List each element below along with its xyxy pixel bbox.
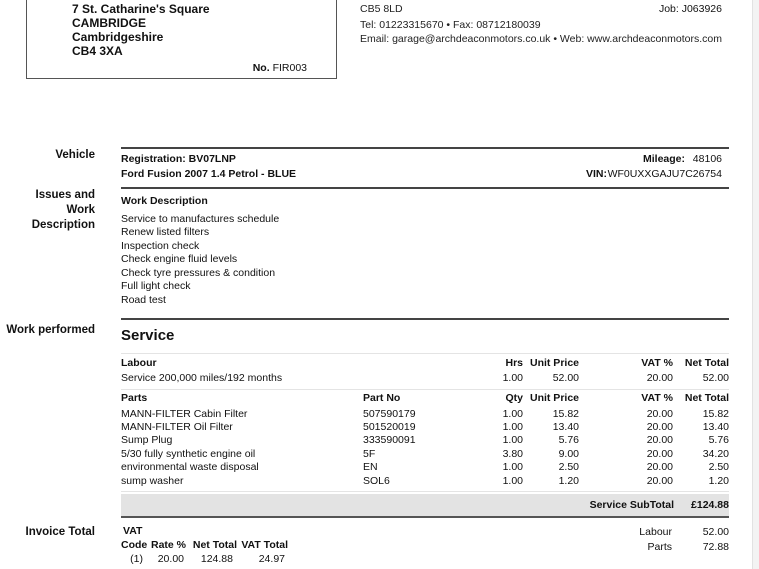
section-label-work-performed: Work performed [6,324,95,336]
parts-header-row [121,392,729,405]
part-net: 15.82 [702,408,729,420]
work-description-item: Inspection check [121,240,200,252]
mileage-value: 48106 [692,153,722,165]
part-vat: 20.00 [646,461,673,473]
labour-row [121,372,729,385]
divider [121,318,729,320]
customer-address-line: CAMBRIDGE [72,16,146,30]
mileage-label: Mileage: [642,153,685,165]
labour-header-hrs: Hrs [505,357,523,369]
customer-address-box [26,0,337,79]
vehicle-description: Ford Fusion 2007 1.4 Petrol - BLUE [121,168,297,180]
work-description-item: Renew listed filters [121,226,210,238]
customer-address-line: Cambridgeshire [72,30,164,44]
part-vat: 20.00 [646,421,673,433]
part-desc: 5/30 fully synthetic engine oil [121,448,256,460]
labour-header-vat: VAT % [641,357,673,369]
part-unit-price: 5.76 [558,434,579,446]
parts-header-name: Parts [121,392,148,404]
garage-postcode: CB5 8LD [360,3,403,15]
garage-email-web: Email: garage@archdeaconmotors.co.uk • Web: www.archdeaconmotors.com [360,33,722,45]
parts-header-unit-price: Unit Price [529,392,579,404]
part-qty: 1.00 [502,475,523,487]
divider [121,353,729,354]
vin-label: VIN: [586,168,607,180]
parts-row [121,461,729,474]
total-labour-label: Labour [639,526,672,538]
total-parts-label: Parts [647,541,672,553]
part-desc: sump washer [121,475,184,487]
parts-row [121,434,729,447]
parts-row [121,448,729,461]
part-unit-price: 9.00 [558,448,579,460]
part-net: 5.76 [708,434,729,446]
part-unit-price: 1.20 [558,475,579,487]
parts-row [121,408,729,421]
part-qty: 3.80 [502,448,523,460]
vat-header-code: Code [121,539,148,551]
invoice-number [253,62,307,74]
total-parts-value: 72.88 [702,541,729,553]
part-no: 501520019 [363,421,416,433]
divider [121,491,729,492]
work-description-item: Check tyre pressures & condition [121,267,276,279]
part-unit-price: 15.82 [552,408,579,420]
vat-header-net: Net Total [192,539,237,551]
part-desc: MANN-FILTER Cabin Filter [121,408,248,420]
part-desc: Sump Plug [121,434,173,446]
divider [121,147,729,149]
part-vat: 20.00 [646,408,673,420]
total-labour-value: 52.00 [702,526,729,538]
vin-value: WF0UXXGAJU7C26754 [607,168,722,180]
part-no: 507590179 [363,408,416,420]
part-qty: 1.00 [502,421,523,433]
labour-header-name: Labour [121,357,157,369]
labour-hrs: 1.00 [502,372,523,384]
page-edge [752,0,759,569]
part-vat: 20.00 [646,475,673,487]
part-unit-price: 13.40 [552,421,579,433]
customer-address-line: CB4 3XA [72,44,123,58]
section-label-vehicle: Vehicle [55,149,95,161]
garage-contact: Tel: 01223315670 • Fax: 08712180039 [360,19,541,31]
part-net: 13.40 [702,421,729,433]
work-description-item: Check engine fluid levels [121,253,238,265]
part-no: 5F [363,448,376,460]
part-qty: 1.00 [502,408,523,420]
vat-row-vat: 24.97 [258,553,285,565]
divider [121,389,729,390]
part-unit-price: 2.50 [558,461,579,473]
part-net: 2.50 [708,461,729,473]
divider [121,187,729,189]
part-vat: 20.00 [646,434,673,446]
labour-desc: Service 200,000 miles/192 months [121,372,283,384]
labour-net: 52.00 [702,372,729,384]
service-subtotal-label: Service SubTotal [589,499,674,511]
parts-header-vat: VAT % [641,392,673,404]
section-label-invoice-total: Invoice Total [25,526,95,538]
part-net: 1.20 [708,475,729,487]
work-description-heading: Work Description [121,195,208,207]
vat-row-code: (1) [130,553,143,565]
part-desc: environmental waste disposal [121,461,259,473]
invoice-number-label: No. [252,62,270,74]
parts-header-qty: Qty [505,392,523,404]
vehicle-registration: Registration: BV07LNP [121,153,236,165]
invoice-number-value: FIR003 [272,62,307,74]
parts-row [121,421,729,434]
service-subtotal-value: £124.88 [691,499,729,511]
part-qty: 1.00 [502,434,523,446]
work-description-item: Road test [121,294,166,306]
vat-row-net: 124.88 [200,553,233,565]
part-qty: 1.00 [502,461,523,473]
section-label-issues: Issues and Work Description [31,189,95,231]
labour-header-net: Net Total [684,357,729,369]
service-title: Service [121,327,175,344]
work-description-item: Service to manufactures schedule [121,213,280,225]
part-net: 34.20 [702,448,729,460]
part-no: EN [363,461,378,473]
vat-row-rate: 20.00 [157,553,184,565]
parts-header-net: Net Total [684,392,729,404]
vat-header-vat: VAT Total [241,539,288,551]
part-no: SOL6 [363,475,390,487]
labour-vat: 20.00 [646,372,673,384]
part-no: 333590091 [363,434,416,446]
work-description-item: Full light check [121,280,191,292]
parts-header-part-no: Part No [363,392,401,404]
labour-unit-price: 52.00 [552,372,579,384]
vat-header-rate: Rate % [150,539,186,551]
labour-header-unit-price: Unit Price [529,357,579,369]
job-number: Job: J063926 [658,3,722,15]
part-desc: MANN-FILTER Oil Filter [121,421,233,433]
labour-header-row [121,357,729,370]
parts-row [121,475,729,488]
vat-table-heading: VAT [123,525,143,537]
customer-address-line: 7 St. Catharine's Square [72,2,210,16]
part-vat: 20.00 [646,448,673,460]
